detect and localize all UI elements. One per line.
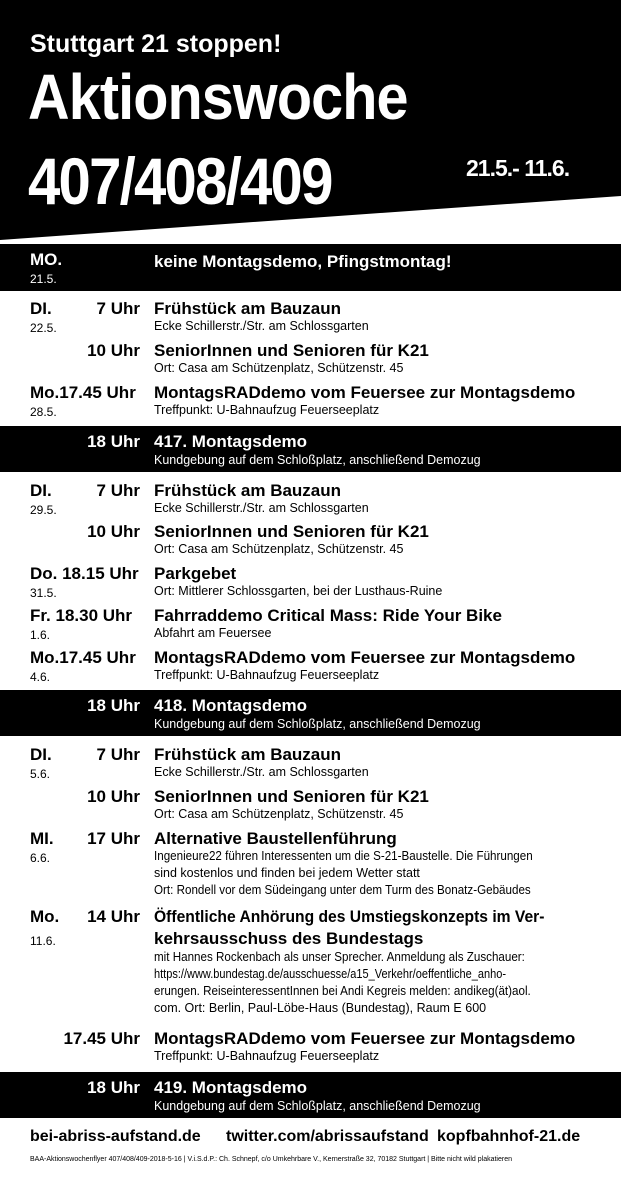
event-detail: mit Hannes Rockenbach als unser Sprecher. Anmeldung als Zuschauer: [154, 950, 525, 964]
event-title: MontagsRADdemo vom Feuersee zur Montagsdemo [154, 383, 576, 402]
event-detail: Kundgebung auf dem Schloßplatz, anschließend Demozug [154, 1099, 481, 1113]
day-label: Mo.17.45 Uhr [30, 648, 136, 667]
twitter-link[interactable]: twitter.com/abrissaufstand [226, 1128, 429, 1145]
event-title: SeniorInnen und Senioren für K21 [154, 787, 429, 806]
day-label: Mo.17.45 Uhr [30, 383, 136, 402]
event-title: 419. Montagsdemo [154, 1078, 308, 1097]
event-title: Parkgebet [154, 564, 237, 583]
event-title: Öffentliche Anhörung des Umstiegskonzepts im Ver- [154, 907, 545, 926]
date-label: 6.6. [30, 851, 51, 865]
header-subtitle: Stuttgart 21 stoppen! [30, 30, 282, 58]
day-label: MI. [30, 829, 54, 848]
website-link[interactable]: bei-abriss-aufstand.de [30, 1128, 201, 1145]
montagsdemo-bar [0, 426, 621, 472]
header [0, 0, 621, 240]
event-title: MontagsRADdemo vom Feuersee zur Montagsdemo [154, 648, 576, 667]
date-label: 4.6. [30, 670, 51, 684]
time-label: 7 Uhr [96, 299, 140, 318]
event-detail: Ecke Schillerstr./Str. am Schlossgarten [154, 765, 369, 779]
event-detail: Ecke Schillerstr./Str. am Schlossgarten [154, 501, 369, 515]
time-label: 7 Uhr [96, 481, 140, 500]
montagsdemo-bar [0, 1072, 621, 1118]
day-label: DI. [30, 481, 52, 500]
event-title: MontagsRADdemo vom Feuersee zur Montagsdemo [154, 1029, 576, 1048]
time-label: 14 Uhr [87, 907, 140, 926]
date-label: 21.5. [30, 272, 57, 286]
date-label: 22.5. [30, 321, 57, 335]
day-label: MO. [30, 250, 63, 269]
event-title: Alternative Baustellenführung [154, 829, 397, 848]
event-title: SeniorInnen und Senioren für K21 [154, 341, 429, 360]
event-detail: Treffpunkt: U-Bahnaufzug Feuerseeplatz [154, 668, 380, 682]
day-label: DI. [30, 299, 52, 318]
time-label: 18 Uhr [87, 696, 140, 715]
event-detail: Ecke Schillerstr./Str. am Schlossgarten [154, 319, 369, 333]
event-detail: erungen. ReiseinteressentInnen bei Andi Kegreis melden: andikeg(ät)aol. [154, 984, 531, 998]
day-label: Fr. 18.30 Uhr [30, 606, 133, 625]
event-detail: sind kostenlos und finden bei jedem Wetter statt [154, 866, 420, 880]
event-detail: Treffpunkt: U-Bahnaufzug Feuerseeplatz [154, 403, 380, 417]
header-numbers: 407/408/409 [28, 144, 332, 218]
event-title: 418. Montagsdemo [154, 696, 308, 715]
date-label: 31.5. [30, 586, 57, 600]
event-detail: Ort: Rondell vor dem Südeingang unter dem Turm des Bonatz-Gebäudes [154, 883, 531, 897]
time-label: 10 Uhr [87, 787, 140, 806]
date-label: 29.5. [30, 503, 57, 517]
event-title: Frühstück am Bauzaun [154, 481, 342, 500]
time-label: 7 Uhr [96, 745, 140, 764]
date-label: 28.5. [30, 405, 57, 419]
header-date-range: 21.5.- 11.6. [466, 155, 570, 181]
date-label: 11.6. [30, 934, 56, 948]
event-detail: https://www.bundestag.de/ausschuesse/a15_Verkehr/oeffentliche_anho- [154, 967, 507, 981]
event-title: SeniorInnen und Senioren für K21 [154, 522, 429, 541]
event-detail: Ort: Casa am Schützenplatz, Schützenstr. 45 [154, 361, 404, 375]
time-label: 18 Uhr [87, 1078, 140, 1097]
kopfbahnhof-link[interactable]: kopfbahnhof-21.de [437, 1128, 581, 1145]
event-detail: Ingenieure22 führen Interessenten um die S-21-Baustelle. Die Führungen [154, 849, 533, 863]
event-detail: Abfahrt am Feuersee [154, 626, 272, 640]
event-title: Fahrraddemo Critical Mass: Ride Your Bike [154, 606, 502, 625]
montagsdemo-bar [0, 690, 621, 736]
event-detail: Kundgebung auf dem Schloßplatz, anschließend Demozug [154, 717, 481, 731]
day-label: Do. 18.15 Uhr [30, 564, 139, 583]
time-label: 10 Uhr [87, 522, 140, 541]
event-title: Frühstück am Bauzaun [154, 299, 342, 318]
date-label: 5.6. [30, 767, 51, 781]
event-detail: Ort: Casa am Schützenplatz, Schützenstr. 45 [154, 807, 404, 821]
event-detail: com. Ort: Berlin, Paul-Löbe-Haus (Bundestag), Raum E 600 [154, 1001, 487, 1015]
event-title: Frühstück am Bauzaun [154, 745, 342, 764]
time-label: 18 Uhr [87, 432, 140, 451]
event-title: kehrsausschuss des Bundestags [154, 929, 424, 948]
day-label: DI. [30, 745, 52, 764]
date-label: 1.6. [30, 628, 51, 642]
fine-print: BAA-Aktionswochenflyer 407/408/409-2018-5-16 | V.i.S.d.P.: Ch. Schnepf, c/o Umkehrbare V., Kernerstraße 32, 70182 Stuttgart | Bitte nicht wild plakatieren [30, 1156, 512, 1163]
event-title: keine Montagsdemo, Pfingstmontag! [154, 252, 452, 271]
event-detail: Ort: Casa am Schützenplatz, Schützenstr. 45 [154, 542, 404, 556]
header-title: Aktionswoche [28, 61, 408, 133]
time-label: 10 Uhr [87, 341, 140, 360]
event-title: 417. Montagsdemo [154, 432, 308, 451]
time-label: 17 Uhr [87, 829, 140, 848]
event-detail: Kundgebung auf dem Schloßplatz, anschließend Demozug [154, 453, 481, 467]
day-label: Mo. [30, 907, 60, 926]
event-detail: Ort: Mittlerer Schlossgarten, bei der Lusthaus-Ruine [154, 584, 443, 598]
no-demo-bar [0, 244, 621, 291]
event-detail: Treffpunkt: U-Bahnaufzug Feuerseeplatz [154, 1049, 380, 1063]
time-label: 17.45 Uhr [63, 1029, 140, 1048]
